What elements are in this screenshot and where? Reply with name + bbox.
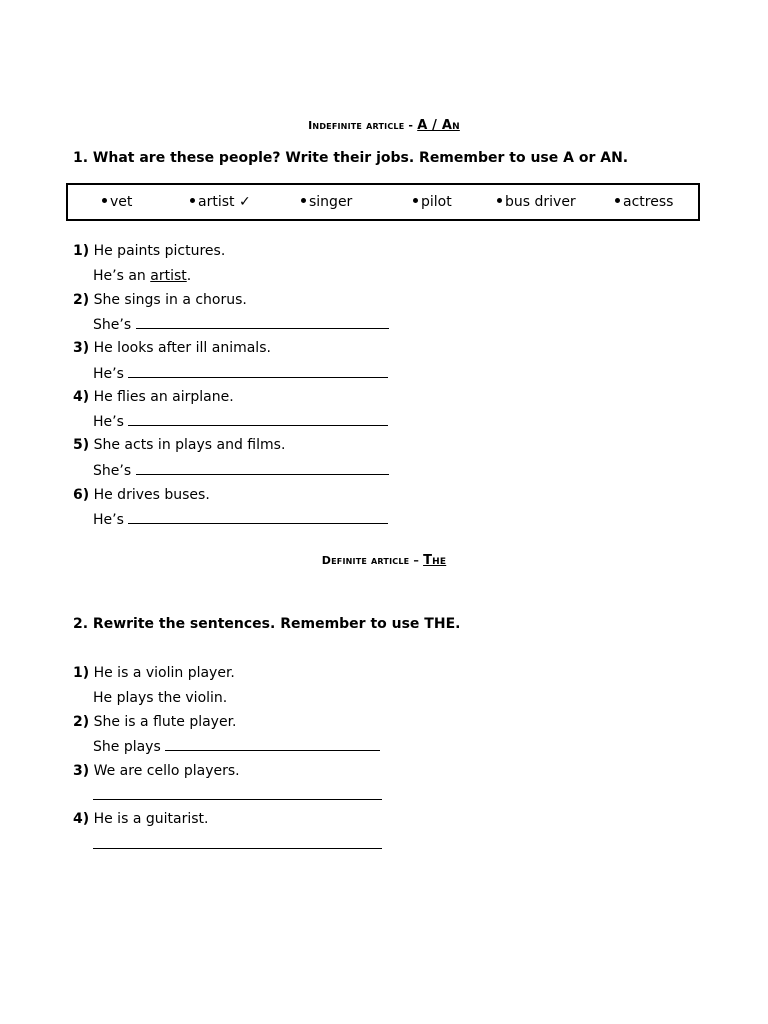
answer-line: She plays bbox=[93, 738, 380, 755]
question-line: 4) He flies an airplane. bbox=[73, 389, 234, 405]
word-item: vet bbox=[102, 194, 132, 210]
question-line: 3) He looks after ill animals. bbox=[73, 340, 271, 356]
answer-blank[interactable] bbox=[136, 316, 389, 329]
question-line: 2) She sings in a chorus. bbox=[73, 292, 247, 308]
word-item: actress bbox=[615, 194, 673, 210]
section2-heading bbox=[0, 553, 768, 568]
section2-heading-text: Definite article – bbox=[321, 554, 424, 567]
answer-line: He’s an artist. bbox=[93, 268, 192, 284]
question-line: 4) He is a guitarist. bbox=[73, 811, 209, 827]
answer-blank[interactable] bbox=[136, 462, 389, 475]
word-item: artist ✓ bbox=[190, 194, 251, 210]
bullet-icon bbox=[615, 198, 620, 203]
section1-instruction: 1. What are these people? Write their jobs. Remember to use A or AN. bbox=[73, 150, 629, 166]
section1-heading-text: Indefinite article - bbox=[308, 119, 418, 132]
bullet-icon bbox=[301, 198, 306, 203]
example-answer: artist bbox=[150, 268, 187, 284]
answer-line: He plays the violin. bbox=[93, 690, 228, 706]
section2-instruction: 2. Rewrite the sentences. Remember to use THE. bbox=[73, 616, 461, 632]
answer-blank[interactable] bbox=[93, 787, 382, 800]
answer-line bbox=[93, 836, 382, 853]
answer-blank[interactable] bbox=[128, 413, 388, 426]
answer-line: She’s bbox=[93, 316, 389, 333]
answer-line: He’s bbox=[93, 511, 388, 528]
bullet-icon bbox=[190, 198, 195, 203]
bullet-icon bbox=[413, 198, 418, 203]
word-item: pilot bbox=[413, 194, 452, 210]
answer-line: He’s bbox=[93, 365, 388, 382]
bullet-icon bbox=[497, 198, 502, 203]
question-line: 1) He paints pictures. bbox=[73, 243, 226, 259]
section1-heading bbox=[0, 118, 768, 133]
answer-blank[interactable] bbox=[165, 738, 380, 751]
answer-line: He’s bbox=[93, 413, 388, 430]
answer-blank[interactable] bbox=[93, 836, 382, 849]
answer-line: She’s bbox=[93, 462, 389, 479]
bullet-icon bbox=[102, 198, 107, 203]
answer-blank[interactable] bbox=[128, 365, 388, 378]
question-line: 1) He is a violin player. bbox=[73, 665, 235, 681]
answer-blank[interactable] bbox=[128, 511, 388, 524]
question-line: 2) She is a flute player. bbox=[73, 714, 237, 730]
word-item: bus driver bbox=[497, 194, 576, 210]
word-item: singer bbox=[301, 194, 352, 210]
question-line: 3) We are cello players. bbox=[73, 763, 240, 779]
section2-heading-underlined: The bbox=[423, 553, 447, 568]
answer-line bbox=[93, 787, 382, 804]
question-line: 5) She acts in plays and films. bbox=[73, 437, 286, 453]
section1-heading-underlined: A / An bbox=[417, 118, 460, 133]
word-box bbox=[66, 183, 700, 221]
question-line: 6) He drives buses. bbox=[73, 487, 210, 503]
